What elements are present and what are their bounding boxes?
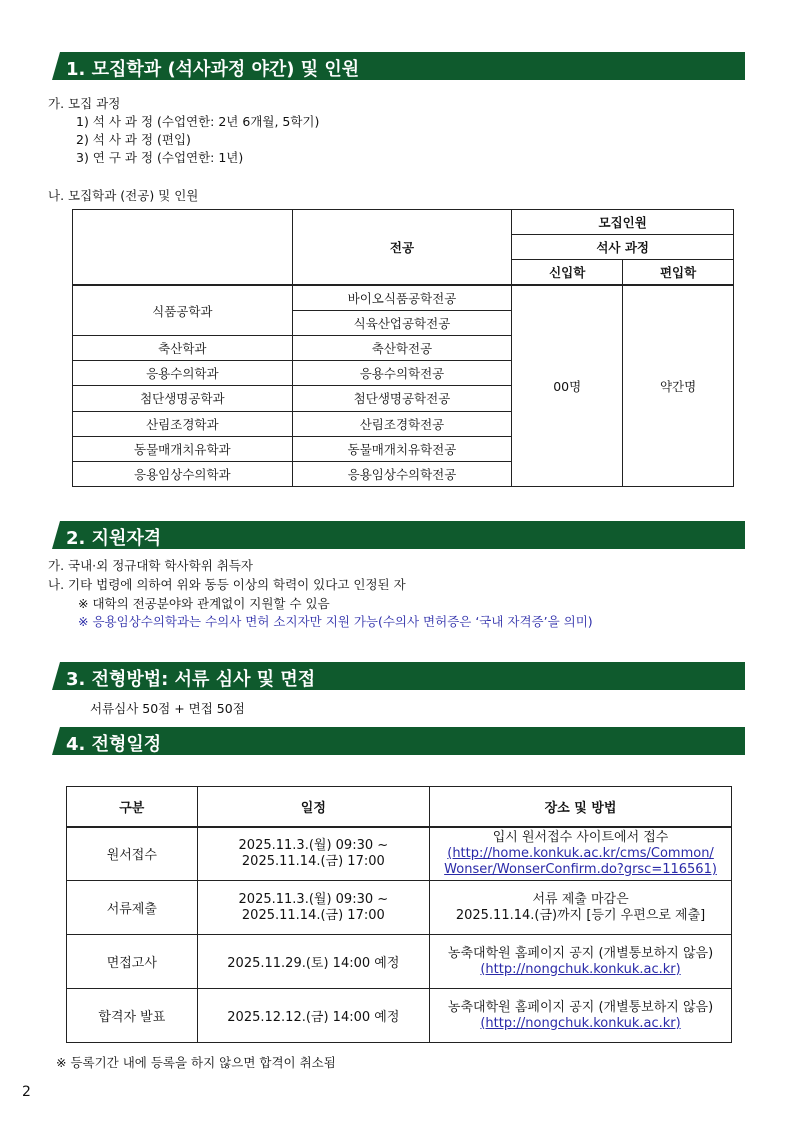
dept-cell: 산림조경학과 [73, 411, 293, 436]
major-cell: 응용임상수의학전공 [292, 461, 512, 486]
type-cell: 서류제출 [67, 881, 198, 935]
place-line: 농축대학원 홈페이지 공지 (개별통보하지 않음) [447, 999, 714, 1015]
header-date: 일정 [197, 787, 429, 827]
section-3-header [52, 662, 745, 690]
date-line: 2025.11.14.(금) 17:00 [241, 907, 385, 923]
table-row [67, 989, 732, 1043]
dept-cell: 응용임상수의학과 [73, 461, 293, 486]
place-cell [430, 827, 732, 881]
s2-a: 가. 국내·외 정규대학 학사학위 취득자 [48, 558, 253, 573]
page-number: 2 [22, 1084, 31, 1100]
place-line: 2025.11.14.(금)까지 [등기 우편으로 제출] [455, 907, 706, 923]
type-cell: 원서접수 [67, 827, 198, 881]
section-4-header [52, 727, 745, 755]
header-major: 전공 [292, 210, 512, 286]
date-line: 2025.11.3.(월) 09:30 ~ [238, 837, 389, 853]
date-cell [197, 881, 429, 935]
header-new: 신입학 [512, 260, 623, 285]
dept-cell: 동물매개치유학과 [73, 436, 293, 461]
s2-note-2: ※ 응용임상수의학과는 수의사 면허 소지자만 지원 가능(수의사 면허증은 ‘국내 자격증’을 의미) [78, 614, 593, 629]
major-cell: 축산학전공 [292, 335, 512, 360]
section-2-header [52, 521, 745, 549]
major-cell: 바이오식품공학전공 [292, 285, 512, 310]
table-row [67, 881, 732, 935]
s1-b-head: 나. 모집학과 (전공) 및 인원 [48, 188, 199, 203]
s2-b: 나. 기타 법령에 의하여 위와 동등 이상의 학력이 있다고 인정된 자 [48, 577, 406, 592]
s1-a-head: 가. 모집 과정 [48, 96, 121, 111]
place-line: 서류 제출 마감은 [532, 891, 629, 907]
type-cell: 면접고사 [67, 935, 198, 989]
footnote: ※ 등록기간 내에 등록을 하지 않으면 합격이 취소됨 [56, 1055, 336, 1070]
place-line: 농축대학원 홈페이지 공지 (개별통보하지 않음) [447, 945, 714, 961]
major-cell: 동물매개치유학전공 [292, 436, 512, 461]
dept-cell: 축산학과 [73, 335, 293, 360]
place-cell [430, 881, 732, 935]
major-cell: 산림조경학전공 [292, 411, 512, 436]
s1-a-item-3: 3) 연 구 과 정 (수업연한: 1년) [76, 150, 244, 165]
section-1-title: 1. 모집학과 (석사과정 야간) 및 인원 [66, 59, 360, 80]
s2-note-1: ※ 대학의 전공분야와 관계없이 지원할 수 있음 [78, 596, 330, 611]
s3-text: 서류심사 50점 + 면접 50점 [90, 701, 245, 716]
homepage-link[interactable]: (http://nongchuk.konkuk.ac.kr) [480, 1015, 681, 1031]
table-row [67, 935, 732, 989]
date-cell: 2025.12.12.(금) 14:00 예정 [197, 989, 429, 1043]
header-recruit: 모집인원 [512, 210, 734, 235]
recruitment-table [72, 209, 734, 487]
date-line: 2025.11.3.(월) 09:30 ~ [238, 891, 389, 907]
header-type: 구분 [67, 787, 198, 827]
schedule-table [66, 786, 732, 1043]
date-cell: 2025.11.29.(토) 14:00 예정 [197, 935, 429, 989]
dept-cell: 첨단생명공학과 [73, 386, 293, 411]
header-place: 장소 및 방법 [430, 787, 732, 827]
header-transfer: 편입학 [623, 260, 734, 285]
date-line: 2025.11.14.(금) 17:00 [241, 853, 385, 869]
transfer-count-cell: 약간명 [623, 285, 734, 487]
header-master: 석사 과정 [512, 235, 734, 260]
s1-a-item-1: 1) 석 사 과 정 (수업연한: 2년 6개월, 5학기) [76, 114, 320, 129]
section-1-header [52, 52, 745, 80]
dept-cell: 식품공학과 [73, 285, 293, 335]
major-cell: 식육산업공학전공 [292, 310, 512, 335]
application-site-link[interactable]: Wonser/WonserConfirm.do?grsc=116561) [444, 861, 717, 877]
section-3-title: 3. 전형방법: 서류 심사 및 면접 [66, 669, 316, 690]
place-cell [430, 935, 732, 989]
table-row [73, 285, 734, 310]
section-2-title: 2. 지원자격 [66, 528, 162, 549]
s1-a-item-2: 2) 석 사 과 정 (편입) [76, 132, 191, 147]
place-line: 입시 원서접수 사이트에서 접수 [492, 829, 669, 845]
table-row [67, 827, 732, 881]
place-cell [430, 989, 732, 1043]
application-site-link[interactable]: (http://home.konkuk.ac.kr/cms/Common/ [447, 845, 714, 861]
date-cell [197, 827, 429, 881]
section-4-title: 4. 전형일정 [66, 734, 162, 755]
dept-cell: 응용수의학과 [73, 361, 293, 386]
new-count-cell: 00명 [512, 285, 623, 487]
header-empty [73, 210, 293, 286]
major-cell: 응용수의학전공 [292, 361, 512, 386]
major-cell: 첨단생명공학전공 [292, 386, 512, 411]
homepage-link[interactable]: (http://nongchuk.konkuk.ac.kr) [480, 961, 681, 977]
type-cell: 합격자 발표 [67, 989, 198, 1043]
